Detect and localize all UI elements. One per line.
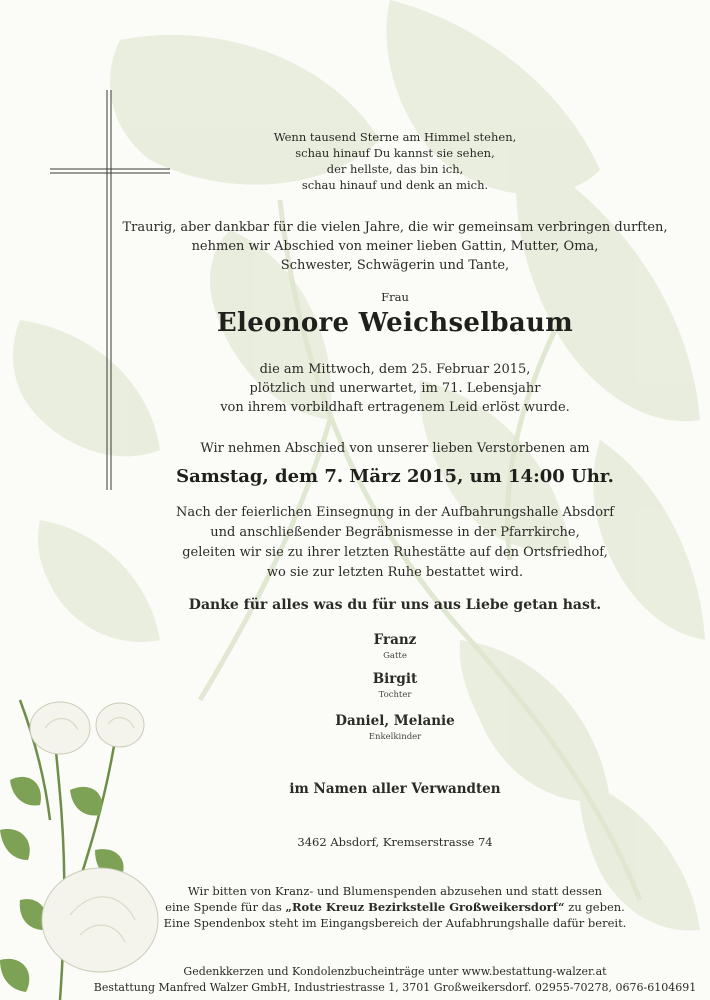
on-behalf-line: im Namen aller Verwandten xyxy=(289,781,501,797)
thanks-line: Danke für alles was du für uns aus Liebe getan hast. xyxy=(188,597,602,613)
poem-line: schau hinauf Du kannst sie sehen, xyxy=(295,146,495,160)
donation-line: Eine Spendenbox steht im Eingangsbereich der Aufabhrungshalle dafür bereit. xyxy=(163,916,627,930)
donation-charity: „Rote Kreuz Bezirkstelle Großweikersdorf“ xyxy=(285,900,565,914)
ceremony-line: geleiten wir sie zu ihrer letzten Ruhestätte auf den Ortsfriedhof, xyxy=(182,545,608,560)
mourner-name: Daniel, Melanie xyxy=(335,713,455,729)
address: 3462 Absdorf, Kremserstrasse 74 xyxy=(297,835,493,849)
intro-line: Traurig, aber dankbar für die vielen Jahre, die wir gemeinsam verbringen durften, xyxy=(122,220,668,235)
deceased-name: Eleonore Weichselbaum xyxy=(216,308,574,338)
donation-prefix: eine Spende für das xyxy=(165,900,286,914)
ceremony-line: Nach der feierlichen Einsegnung in der Aufbahrungshalle Absdorf xyxy=(175,505,615,520)
donation-suffix: zu geben. xyxy=(564,900,625,914)
mourner-name: Birgit xyxy=(372,671,418,687)
donation-line: Wir bitten von Kranz- und Blumenspenden abzusehen und statt dessen xyxy=(187,884,603,898)
footer-line: Bestattung Manfred Walzer GmbH, Industriestrasse 1, 3701 Großweikersdorf. 02955-70278, 0676-6104691 xyxy=(93,981,697,994)
poem-line: Wenn tausend Sterne am Himmel stehen, xyxy=(273,130,517,144)
mourner-name: Franz xyxy=(373,632,417,648)
farewell-intro: Wir nehmen Abschied von unserer lieben Verstorbenen am xyxy=(200,441,590,456)
mourner-relation: Enkelkinder xyxy=(368,732,422,742)
funeral-date: Samstag, dem 7. März 2015, um 14:00 Uhr. xyxy=(176,466,614,487)
intro-line: Schwester, Schwägerin und Tante, xyxy=(280,258,510,273)
footer-line: Gedenkkerzen und Kondolenzbucheinträge unter www.bestattung-walzer.at xyxy=(183,965,607,978)
mourner-relation: Tochter xyxy=(378,690,412,700)
salutation: Frau xyxy=(381,290,409,304)
ceremony-line: und anschließender Begräbnismesse in der Pfarrkirche, xyxy=(210,525,580,540)
donation-line xyxy=(0,899,710,916)
poem-line: der hellste, das bin ich, xyxy=(326,162,464,176)
ceremony-line: wo sie zur letzten Ruhe bestattet wird. xyxy=(266,565,524,580)
mourner-relation: Gatte xyxy=(383,651,407,661)
death-info-line: die am Mittwoch, dem 25. Februar 2015, xyxy=(259,362,531,377)
death-info-line: plötzlich und unerwartet, im 71. Lebensjahr xyxy=(249,381,541,396)
poem-line: schau hinauf und denk an mich. xyxy=(301,178,489,192)
intro-line: nehmen wir Abschied von meiner lieben Gattin, Mutter, Oma, xyxy=(191,239,599,254)
death-info-line: von ihrem vorbildhaft ertragenem Leid erlöst wurde. xyxy=(220,400,570,415)
